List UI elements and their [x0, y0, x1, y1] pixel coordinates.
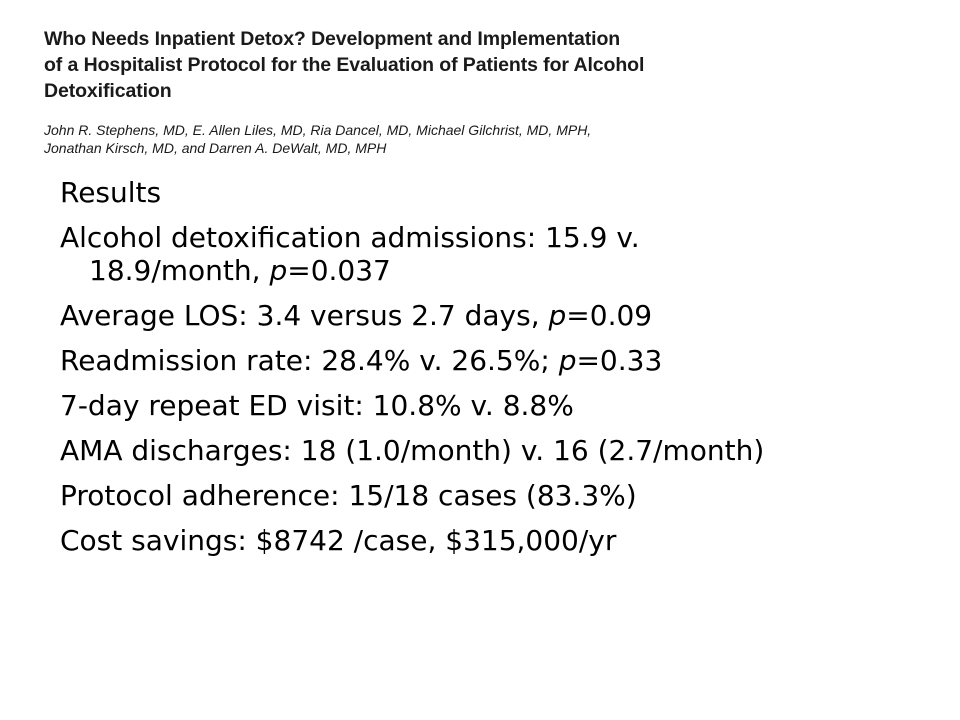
paper-header — [44, 26, 844, 157]
p-value: =0.33 — [576, 344, 663, 377]
result-admissions-line2 — [60, 254, 940, 287]
result-readmission-text: Readmission rate: 28.4% v. 26.5%; — [60, 344, 559, 377]
result-admissions-value: 18.9/month, — [89, 254, 270, 287]
result-admissions — [60, 215, 940, 293]
result-protocol-adherence: Protocol adherence: 15/18 cases (83.3%) — [60, 479, 637, 512]
result-los-text: Average LOS: 3.4 versus 2.7 days, — [60, 299, 549, 332]
paper-authors: John R. Stephens, MD, E. Allen Liles, MD, Ria Dancel, MD, Michael Gilchrist, MD, MPH, Jonathan Kirsch, MD, and Darren A. DeWalt, MD, MPH — [44, 122, 592, 156]
p-value: =0.09 — [566, 299, 653, 332]
paper-title: Who Needs Inpatient Detox? Development and Implementation of a Hospitalist Protocol for the Evaluation of Patients for Alcohol Detoxification — [44, 28, 645, 102]
p-symbol: p — [548, 299, 567, 332]
result-ed-visit: 7-day repeat ED visit: 10.8% v. 8.8% — [60, 389, 574, 422]
result-los — [60, 293, 940, 338]
result-ama-discharges: AMA discharges: 18 (1.0/month) v. 16 (2.7/month) — [60, 434, 765, 467]
result-readmission — [60, 338, 940, 383]
p-value: =0.037 — [287, 254, 391, 287]
result-admissions-line1: Alcohol detoxification admissions: 15.9 v. — [60, 221, 640, 254]
p-symbol: p — [558, 344, 577, 377]
results-list — [60, 170, 940, 563]
result-cost-savings: Cost savings: $8742 /case, $315,000/yr — [60, 524, 617, 557]
p-symbol: p — [269, 254, 288, 287]
results-heading: Results — [60, 176, 162, 209]
